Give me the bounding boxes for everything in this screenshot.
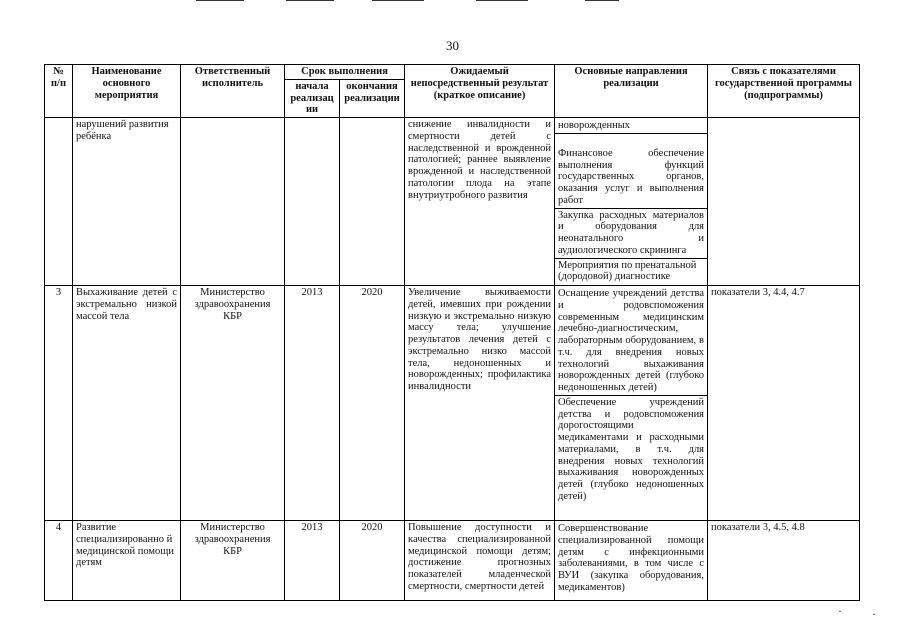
cell-link: показатели 3, 4.4, 4.7 (708, 286, 860, 521)
cell-result: Увеличение выживаемости детей, имевших при рождении низкую и экстремально низкую массу тела; улучшение результатов лечения детей с экстремально низко массой тела, недоношенных и новорожденных; профилактика инвалидности (405, 286, 555, 521)
cell-end (340, 118, 405, 286)
header-row (45, 65, 860, 80)
cell-name: нарушений развития ребёнка (73, 118, 181, 286)
header-term-start: начала реализац ии (285, 79, 340, 117)
direction-item: новорожденных (555, 119, 707, 134)
cell-link (708, 118, 860, 286)
cell-start: 2013 (285, 286, 340, 521)
header-term: Срок выполнения (285, 65, 405, 80)
cell-name: Выхаживание детей с экстремально низкой массой тела (73, 286, 181, 521)
header-name: Наименование основного мероприятия (73, 65, 181, 118)
cell-directions (555, 521, 708, 601)
cell-responsible (181, 118, 285, 286)
cell-start: 2013 (285, 521, 340, 601)
cell-num: 4 (45, 521, 73, 601)
header-responsible: Ответственный исполнитель (181, 65, 285, 118)
header-term-end: окончания реализации (340, 79, 405, 117)
cell-link: показатели 3, 4.5, 4.8 (708, 521, 860, 601)
cell-num (45, 118, 73, 286)
cell-end: 2020 (340, 521, 405, 601)
scan-speck: · (872, 607, 876, 621)
cell-result: снижение инвалидности и смертности детей с наследственной и врожденной патологией; раннее выявление врожденной и наследственной патологии плода на этапе внутриутробного развития (405, 118, 555, 286)
cell-name: Развитие специализированно й медицинской помощи детям (73, 521, 181, 601)
cell-result: Повышение доступности и качества специализированной медицинской помощи детям; достижение прогнозных показателей младенческой смертности, смертности детей (405, 521, 555, 601)
cell-responsible: Министерство здравоохранения КБР (181, 286, 285, 521)
table-row (45, 521, 860, 601)
direction-item: Обеспечение учреждений детства и родовспоможения дорогостоящими медикаментами и расходными материалами, в т.ч. для внедрения новых технологий выхаживания новорожденных детей (глубоко недоношенных детей) (558, 396, 705, 502)
header-num: № п/п (45, 65, 73, 118)
direction-item: Оснащение учреждений детства и родовспоможения современным медицинским лечебно-диагностическим, лабораторным оборудованием, в т.ч. для внедрения новых технологий выхаживания новорожденных детей (глубоко недоношенных детей) (555, 287, 707, 396)
cell-start (285, 118, 340, 286)
header-link: Связь с показателями государственной программы (подпрограммы) (708, 65, 860, 118)
cell-responsible: Министерство здравоохранения КБР (181, 521, 285, 601)
cell-num: 3 (45, 286, 73, 521)
direction-item: Финансовое обеспечение выполнения функций государственных органов, оказания услуг и выполнения работ (555, 134, 707, 209)
direction-item: Совершенствование специализированной помощи детям с инфекционными заболеваниями, в том числе с ВУИ (закупка оборудования, медикаментов) (558, 523, 705, 593)
header-result: Ожидаемый непосредственный результат (краткое описание) (405, 65, 555, 118)
table-row (45, 118, 860, 286)
page-number: 30 (446, 38, 459, 53)
direction-item: Мероприятия по пренатальной (дородовой) диагностике (558, 259, 697, 283)
direction-item: Закупка расходных материалов и оборудования для неонатального и аудиологического скрининга (555, 209, 707, 259)
header-directions: Основные направления реализации (555, 65, 708, 118)
table-row (45, 286, 860, 521)
measures-table (44, 64, 860, 601)
cell-directions (555, 286, 708, 521)
cell-directions (555, 118, 708, 286)
scan-speck: · (838, 604, 842, 618)
cell-end: 2020 (340, 286, 405, 521)
